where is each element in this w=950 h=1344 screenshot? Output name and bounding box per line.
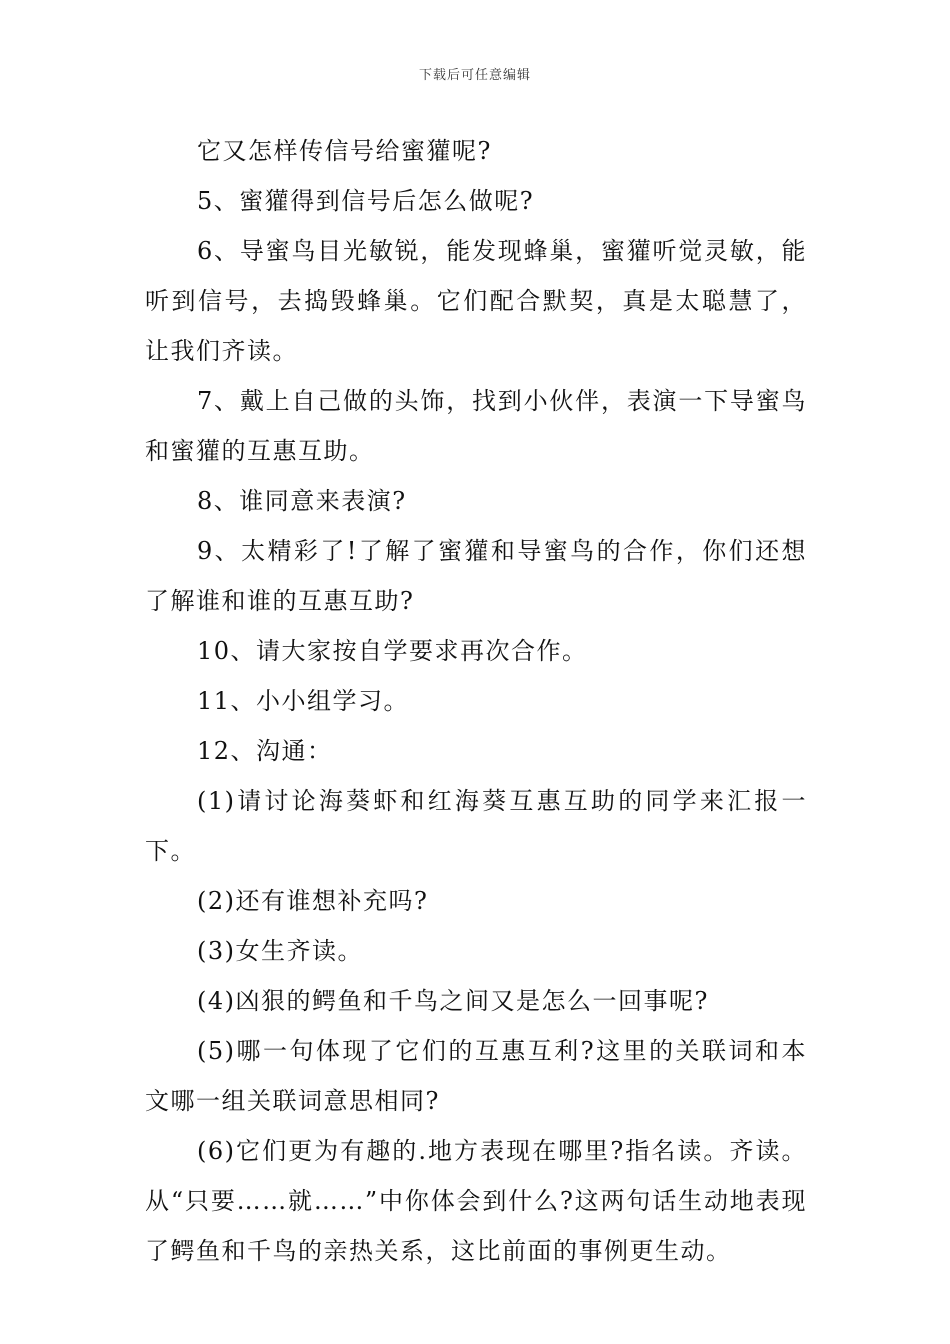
- paragraph: 它又怎样传信号给蜜獾呢?: [197, 137, 492, 165]
- document-body: [145, 126, 807, 1276]
- paragraph: 10、请大家按自学要求再次合作。: [197, 637, 588, 665]
- header-note: 下载后可任意编辑: [418, 68, 531, 83]
- paragraph: 6、导蜜鸟目光敏锐，能发现蜂巢，蜜獾听觉灵敏，能听到信号，去捣毁蜂巢。它们配合默契，真是太聪慧了，让我们齐读。: [145, 237, 807, 365]
- paragraph: (3)女生齐读。: [197, 937, 363, 965]
- paragraph: 12、沟通：: [197, 737, 333, 765]
- paragraph: 9、太精彩了!了解了蜜獾和导蜜鸟的合作，你们还想了解谁和谁的互惠互助?: [145, 537, 807, 615]
- paragraph: (4)凶狠的鳄鱼和千鸟之间又是怎么一回事呢?: [197, 987, 709, 1015]
- paragraph: 7、戴上自己做的头饰，找到小伙伴，表演一下导蜜鸟和蜜獾的互惠互助。: [145, 387, 807, 465]
- paragraph: 11、小小组学习。: [197, 687, 410, 715]
- paragraph: (1)请讨论海葵虾和红海葵互惠互助的同学来汇报一下。: [145, 787, 807, 865]
- paragraph: (5)哪一句体现了它们的互惠互利?这里的关联词和本文哪一组关联词意思相同?: [145, 1037, 807, 1115]
- paragraph: 5、蜜獾得到信号后怎么做呢?: [197, 187, 535, 215]
- paragraph: 8、谁同意来表演?: [197, 487, 407, 515]
- paragraph: (6)它们更为有趣的.地方表现在哪里?指名读。齐读。从“只要……就……”中你体会到什么?这两句话生动地表现了鳄鱼和千鸟的亲热关系，这比前面的事例更生动。: [145, 1137, 807, 1265]
- paragraph: (2)还有谁想补充吗?: [197, 887, 429, 915]
